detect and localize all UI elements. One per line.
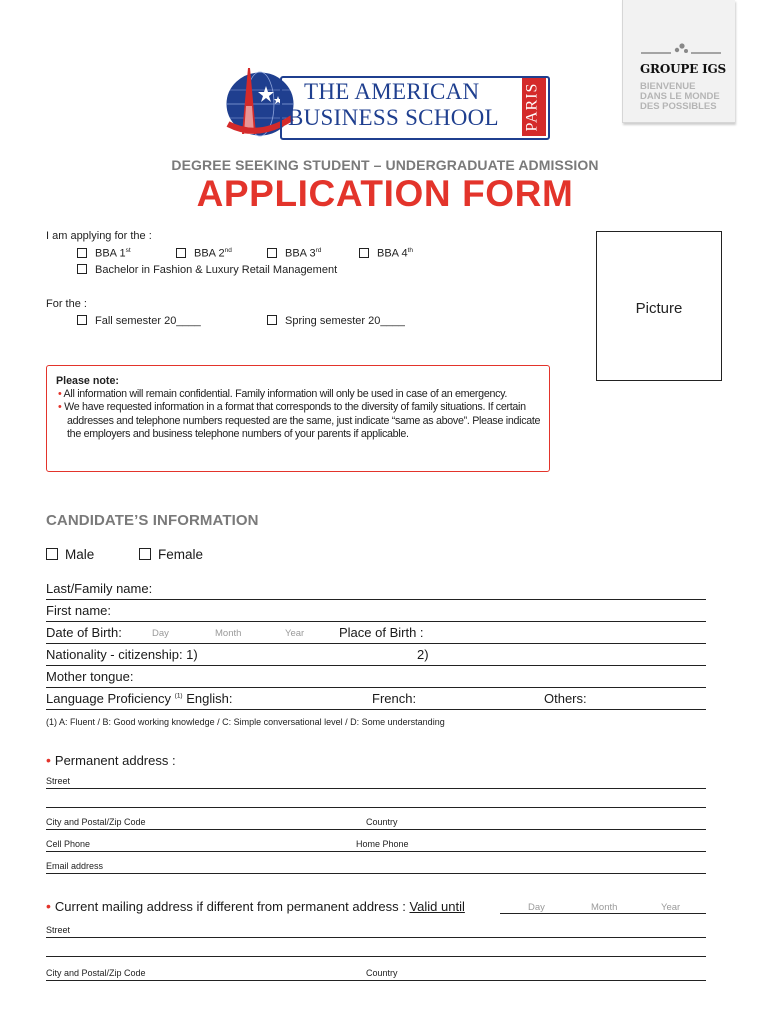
checkbox-icon[interactable] xyxy=(77,248,87,258)
igs-name: GROUPE IGS xyxy=(640,62,727,76)
email-label: Email address xyxy=(46,861,104,871)
checkbox-male[interactable]: Male xyxy=(46,547,94,562)
last-name-field[interactable]: Last/Family name: xyxy=(46,580,706,600)
mother-tongue-field[interactable]: Mother tongue: xyxy=(46,668,706,688)
mailing-street-line-1[interactable] xyxy=(46,937,706,938)
email-line[interactable] xyxy=(46,873,706,874)
note-item: • All information will remain confidential. Family information will only be used in case of an emergency. xyxy=(58,388,508,401)
home-phone-label: Home Phone xyxy=(356,839,409,849)
bullet-icon: • xyxy=(58,401,62,414)
language-proficiency-field[interactable]: Language Proficiency $^{(1)}$ English: French: Others: xyxy=(46,690,706,710)
picture-box[interactable] xyxy=(596,231,722,381)
mailing-city-line[interactable] xyxy=(46,980,706,981)
checkbox-bba3[interactable]: BBA 3rd xyxy=(267,247,321,260)
semester-label: For the : xyxy=(46,298,87,310)
country-label: Country xyxy=(366,817,398,827)
logo-line-1: THE AMERICAN xyxy=(304,79,480,104)
checkbox-icon[interactable] xyxy=(267,248,277,258)
street-line-2[interactable] xyxy=(46,807,706,808)
first-name-field[interactable]: First name: xyxy=(46,602,706,622)
checkbox-bba4[interactable]: BBA 4th xyxy=(359,247,413,260)
form-subtitle: DEGREE SEEKING STUDENT – UNDERGRADUATE ADMISSION xyxy=(171,157,599,173)
bullet-icon: • xyxy=(46,898,51,914)
note-item: • We have requested information in a format that corresponds to the diversity of family situations. If certain addresses and telephone numbers requested are the same, just indicate “same as above”. Please indicate the employers and business telephone numbers of your parents if applicable. xyxy=(58,401,541,440)
note-box xyxy=(46,365,550,472)
dob-place-field[interactable]: Date of Birth: Day Month Year Place of Birth : xyxy=(46,624,706,644)
valid-day-hint: Day xyxy=(528,902,545,913)
checkbox-female[interactable]: Female xyxy=(139,547,203,562)
valid-month-hint: Month xyxy=(591,902,618,913)
checkbox-icon[interactable] xyxy=(46,548,58,560)
school-logo xyxy=(218,66,552,140)
french-label: French: xyxy=(372,691,417,706)
valid-until-line[interactable] xyxy=(500,913,706,914)
street-line-1[interactable] xyxy=(46,788,706,789)
dob-day-hint: Day xyxy=(152,628,169,639)
mailing-street-label: Street xyxy=(46,925,71,935)
valid-until-label: Valid until xyxy=(409,899,465,914)
nationality-2-label: 2) xyxy=(417,647,429,662)
checkbox-icon[interactable] xyxy=(77,315,87,325)
checkbox-bba1[interactable]: BBA 1st xyxy=(77,247,131,260)
street-label: Street xyxy=(46,776,71,786)
place-of-birth-label: Place of Birth : xyxy=(339,625,424,640)
checkbox-icon[interactable] xyxy=(77,264,87,274)
mailing-country-label: Country xyxy=(366,968,398,978)
igs-people-icon xyxy=(641,42,721,56)
city-country-line[interactable] xyxy=(46,829,706,830)
groupe-igs-logo xyxy=(622,0,735,123)
proficiency-footnote: (1) A: Fluent / B: Good working knowledge / C: Simple conversational level / D: Some understanding xyxy=(46,717,445,727)
city-zip-label: City and Postal/Zip Code xyxy=(46,817,146,827)
logo-city-band: PARIS xyxy=(522,78,546,136)
applying-label: I am applying for the : xyxy=(46,230,152,242)
bullet-icon: • xyxy=(46,752,51,768)
bullet-icon: • xyxy=(58,388,62,401)
mailing-city-label: City and Postal/Zip Code xyxy=(46,968,146,978)
nationality-field[interactable]: Nationality - citizenship: 1) 2) xyxy=(46,646,706,666)
checkbox-fashion-bachelor[interactable]: Bachelor in Fashion & Luxury Retail Management xyxy=(77,264,337,276)
permanent-address-heading: • Permanent address : xyxy=(46,752,176,768)
section-title-candidate: CANDIDATE’S INFORMATION xyxy=(46,512,259,529)
checkbox-spring-semester[interactable]: Spring semester 20____ xyxy=(267,315,405,327)
others-label: Others: xyxy=(544,691,587,706)
form-title: APPLICATION FORM xyxy=(196,173,574,214)
mailing-street-line-2[interactable] xyxy=(46,956,706,957)
logo-line-2: BUSINESS SCHOOL xyxy=(288,105,499,130)
checkbox-icon[interactable] xyxy=(139,548,151,560)
dob-year-hint: Year xyxy=(285,628,305,639)
checkbox-icon[interactable] xyxy=(359,248,369,258)
checkbox-icon[interactable] xyxy=(176,248,186,258)
cell-phone-label: Cell Phone xyxy=(46,839,91,849)
dob-month-hint: Month xyxy=(215,628,242,639)
checkbox-icon[interactable] xyxy=(267,315,277,325)
mailing-address-heading: • Current mailing address if different from permanent address : Valid until xyxy=(46,898,465,914)
note-title: Please note: xyxy=(56,375,119,387)
picture-label: Picture xyxy=(635,300,683,317)
valid-year-hint: Year xyxy=(661,902,681,913)
checkbox-fall-semester[interactable]: Fall semester 20____ xyxy=(77,315,201,327)
igs-tagline: BIENVENUE DANS LE MONDE DES POSSIBLES xyxy=(640,81,720,112)
checkbox-bba2[interactable]: BBA 2nd xyxy=(176,247,232,260)
phone-line[interactable] xyxy=(46,851,706,852)
